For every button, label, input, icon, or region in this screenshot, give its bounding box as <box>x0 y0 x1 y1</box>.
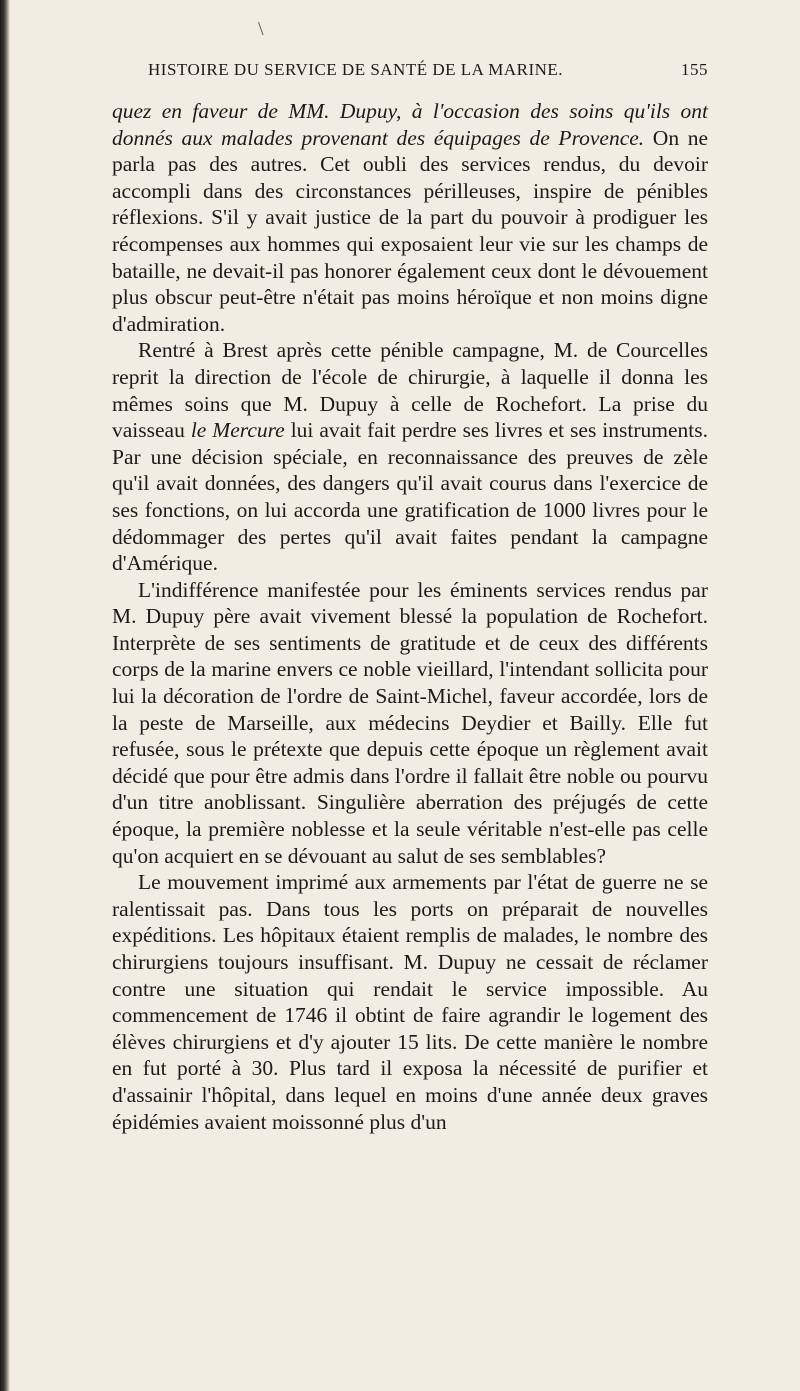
paragraph-2-text-after: lui avait fait perdre ses livres et ses instruments. Par une décision spéciale, en reconnaissance des preuves de zèle qu'il avait données, des dangers qu'il avait courus dans l'exercice de ses fonctions, on lui accorda une gratification de 1000 livres pour le dédommager des pertes qu'il avait faites pendant la campagne d'Amérique. <box>112 418 709 576</box>
paragraph-2-text-before: Rentré à Brest après cette pénible campagne, M. de Courcelles reprit la direction de l'école de chirurgie, à laquelle il donna les mêmes soins que M. Dupuy à celle de Rochefort. La prise du vaisseau <box>112 338 708 443</box>
running-head <box>112 52 708 82</box>
paragraph-1-italic-lead: quez en faveur de MM. Dupuy, à l'occasion des soins qu'ils ont donnés aux malades provenant des équipages de Provence. <box>112 99 708 150</box>
stray-ink-mark: \ <box>258 18 264 40</box>
paragraph-1-text: On ne parla pas des autres. Cet oubli des services rendus, du devoir accompli dans des circonstances périlleuses, inspire de pénibles réflexions. S'il y avait justice de la part du pouvoir à prodiguer les récompenses aux hommes qui exposaient leur vie sur les champs de bataille, ne devait-il pas honorer également ceux dont le dévouement plus obscur peut-être n'était pas moins héroïque et non moins digne d'admiration. <box>112 125 708 336</box>
running-title: HISTOIRE DU SERVICE DE SANTÉ DE LA MARINE. <box>148 60 564 79</box>
paragraph-4-text: Le mouvement imprimé aux armements par l'état de guerre ne se ralentissait pas. Dans tous les ports on préparait de nouvelles expéditions. Les hôpitaux étaient remplis de malades, le nombre des chirurgiens toujours insuffisant. M. Dupuy ne cessait de réclamer contre une situation qui rendait le service impossible. Au commencement de 1746 il obtint de faire agrandir le logement des élèves chirurgiens et d'y ajouter 15 lits. De cette manière le nombre en fut porté à 30. Plus tard il exposa la nécessité de purifier et d'assainir l'hôpital, dans lequel en moins d'une année deux graves épidémies avaient moissonné plus d'un <box>112 870 708 1134</box>
paragraph-2 <box>112 337 708 576</box>
binding-edge <box>0 0 10 1391</box>
paragraph-3 <box>112 577 708 870</box>
body-text <box>112 98 708 1135</box>
ship-name-italic: le Mercure <box>190 418 285 443</box>
paragraph-4 <box>112 869 708 1135</box>
book-page <box>112 52 708 1135</box>
paragraph-1 <box>112 98 708 337</box>
paragraph-3-text: L'indifférence manifestée pour les éminents services rendus par M. Dupuy père avait vivement blessé la population de Rochefort. Interprète de ses sentiments de gratitude et de ceux des différents corps de la marine envers ce noble vieillard, l'intendant sollicita pour lui la décoration de l'ordre de Saint-Michel, faveur accordée, lors de la peste de Marseille, aux médecins Deydier et Bailly. Elle fut refusée, sous le prétexte que depuis cette époque un règlement avait décidé que pour être admis dans l'ordre il fallait être noble ou pourvu d'un titre anoblissant. Singulière aberration des préjugés de cette époque, la première noblesse et la seule véritable n'est-elle pas celle qu'on acquiert en se dévouant au salut de ses semblables? <box>112 577 708 868</box>
page-number: 155 <box>681 60 708 79</box>
